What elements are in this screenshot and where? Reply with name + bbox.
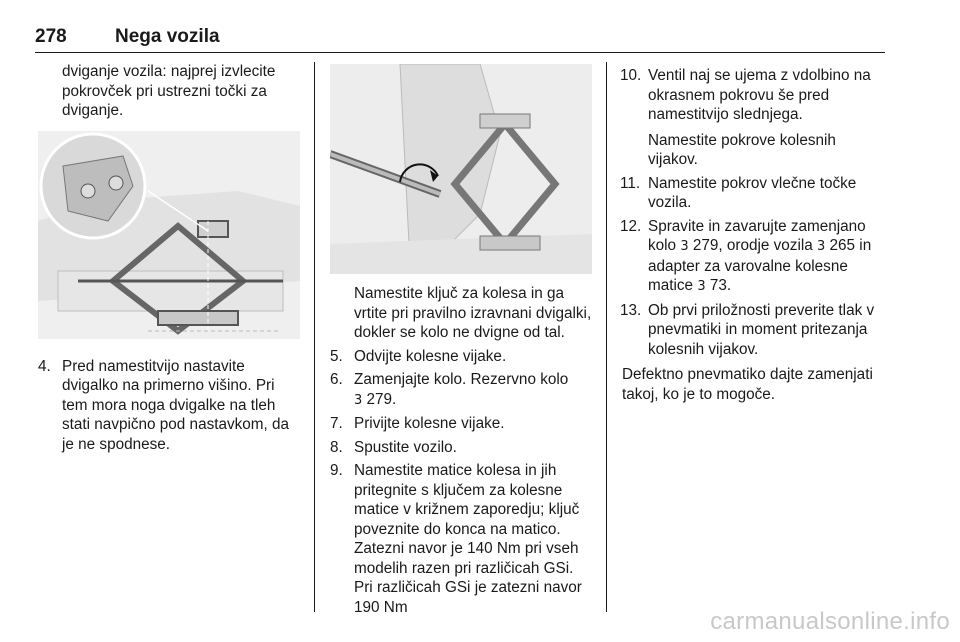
column-3 (620, 62, 888, 404)
step-7 (330, 414, 594, 434)
step-number: 6. (330, 371, 343, 388)
step-text: Namestite pokrov vlečne točke vozila. (648, 174, 857, 211)
page-reference-icon: 3 (697, 279, 706, 294)
intro-text: Namestite ključ za kolesa in ga vrtite pri pravilno izravnani dvigalki, dokler se kolo ne dvigne od tal. (354, 285, 592, 341)
step-text: Ob prvi priložnosti preverite tlak v pnevmatiki in moment pritezanja kolesnih vijakov. (648, 301, 875, 358)
column-2 (330, 62, 594, 617)
column-divider (314, 62, 315, 612)
step-number: 10. (620, 67, 642, 84)
step-text-part: Spravite in zavarujte zamenjano kolo (648, 217, 866, 254)
step-text: Spustite vozilo. (354, 438, 457, 456)
step-number: 8. (330, 438, 343, 456)
intro-text: dviganje vozila: najprej izvlecite pokrovček pri ustrezni točki za dviganje. (62, 63, 276, 119)
jack-placement-illustration (38, 131, 300, 339)
step-text: Pred namestitvijo nastavite dvigalko na primerno višino. Pri tem mora noga dvigalke na tleh stati navpično pod nastavkom, da je ne spodnese. (62, 357, 290, 453)
column-divider (606, 62, 607, 612)
chapter-title: Nega vozila (115, 26, 220, 47)
column-1 (38, 62, 300, 454)
step-8 (330, 438, 594, 458)
step-text: Ventil naj se ujema z vdolbino na okrasnem pokrovu še pred namestitvijo slednjega. (648, 67, 871, 123)
step-12 (620, 217, 888, 297)
step-number: 13. (620, 301, 642, 319)
step-number: 7. (330, 415, 343, 432)
step-10 (620, 66, 888, 125)
step-10-subtext: Namestite pokrove kolesnih vijakov. (648, 131, 836, 168)
page-number: 278 (35, 26, 67, 47)
step-text: Namestite matice kolesa in jih pritegnite s ključem za kolesne matice v križnem zaporedju; ključ poveznite do konca na matico. Zatezni navor je 140 Nm pri vseh modelih razen pri različicah GSi. Pri različicah GSi je zatezni navor 190 Nm (354, 462, 582, 616)
step-text (648, 217, 888, 297)
step-number: 9. (330, 462, 343, 479)
page-header (35, 26, 885, 53)
page-reference[interactable]: 265 in adapter za varovalne kolesne matice (648, 237, 872, 294)
step-4 (38, 357, 300, 455)
step-number: 4. (38, 357, 51, 375)
closing-note: Defektno pnevmatiko dajte zamenjati takoj, ko je to mogoče. (622, 366, 873, 403)
step-text (354, 370, 594, 410)
step-9 (330, 461, 594, 617)
step-6 (330, 370, 594, 410)
page-reference[interactable]: 73. (709, 277, 732, 294)
step-number: 12. (620, 217, 642, 235)
step-5 (330, 347, 594, 367)
step-number: 11. (620, 174, 641, 192)
step-text-part: Zamenjajte kolo. Rezervno kolo (354, 371, 569, 388)
step-11 (620, 174, 888, 213)
page-reference[interactable]: 279. (366, 390, 397, 408)
step-text: Odvijte kolesne vijake. (354, 347, 507, 365)
page-reference[interactable]: 279, orodje vozila (692, 237, 813, 254)
page-reference-icon: 3 (680, 239, 689, 254)
wheel-wrench-illustration (330, 64, 592, 274)
step-13 (620, 301, 888, 360)
watermark: carmanualsonline.info (710, 608, 950, 635)
step-text: Privijte kolesne vijake. (354, 415, 505, 432)
page-reference-icon: 3 (817, 239, 826, 254)
step-number: 5. (330, 347, 343, 365)
detail-inset (41, 134, 145, 238)
page-reference-icon: 3 (354, 392, 363, 408)
